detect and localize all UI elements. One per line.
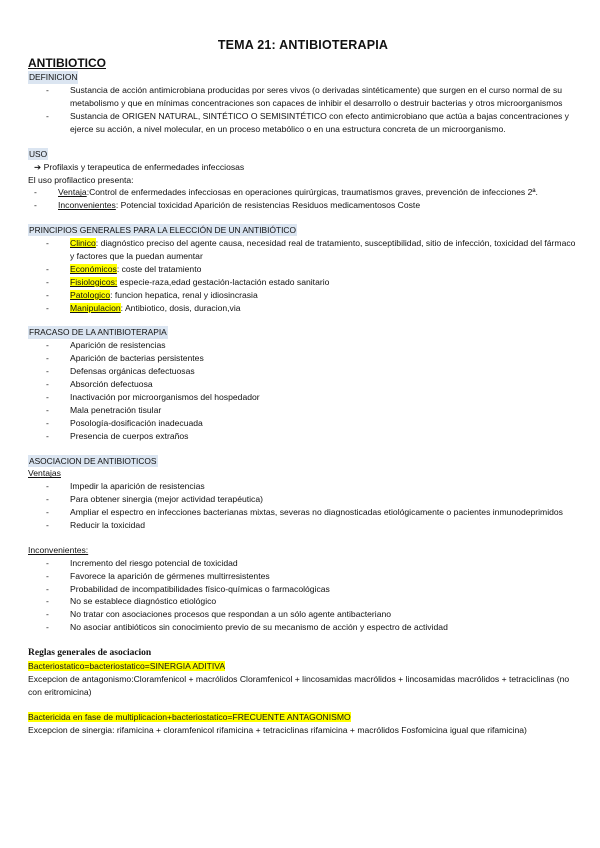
list-item: [28, 199, 578, 212]
section-definicion: DEFINICION: [29, 72, 78, 83]
principios-list: [28, 237, 578, 314]
document-page: [28, 36, 578, 737]
list-item: [40, 302, 578, 315]
list-item: - Posología-dosificación inadecuada: [40, 417, 578, 430]
main-heading: ANTIBIOTICO: [28, 55, 106, 70]
principio-key: Manipulacion: [70, 302, 121, 313]
section-fracaso: FRACASO DE LA ANTIBIOTERAPIA: [29, 327, 167, 338]
list-item: - No asociar antibióticos sin conocimiento previo de su mecanismo de acción y espectro de actividad: [40, 621, 578, 634]
list-item: - Defensas orgánicas defectuosas: [40, 365, 578, 378]
reglas-heading: Reglas generales de asociacion: [28, 648, 152, 659]
rule-2-text: Excepcion de sinergia: rifamicina + cloramfenicol rifamicina + tetraciclinas rifamicina + macrólidos Fosfomicina igual que rifamicina): [28, 724, 527, 735]
uso-key: Ventaja: [58, 187, 87, 198]
section-uso: USO: [29, 148, 48, 159]
principio-text: : funcion hepatica, renal y idiosincrasia: [110, 289, 258, 300]
list-item: - Incremento del riesgo potencial de toxicidad: [40, 557, 578, 570]
list-item: - Aparición de bacterias persistentes: [40, 352, 578, 365]
uso-arrow-line: [28, 161, 578, 174]
principio-key: Fisiologicos:: [70, 276, 118, 287]
list-item: - Impedir la aparición de resistencias: [40, 480, 578, 493]
section-asociacion: ASOCIACION DE ANTIBIOTICOS: [29, 455, 157, 466]
list-item: [40, 289, 578, 302]
list-item: - Sustancia de acción antimicrobiana producidas por seres vivos (o derivadas sintéticamente) que surgen en el curso normal de su metabolismo y que en mínimas concentraciones son capaces de inhibir el desarrollo o destruir bacterias y otros microorganismos: [40, 84, 578, 110]
list-item: - No tratar con asociaciones procesos que respondan a un sólo agente antibacteriano: [40, 608, 578, 621]
fracaso-list: [28, 339, 578, 442]
list-item: [40, 237, 578, 263]
principio-text: especie-raza,edad gestación-lactación estado sanitario: [117, 276, 330, 287]
list-item: - Absorción defectuosa: [40, 378, 578, 391]
principio-text: : Antibiotico, dosis, duracion,via: [120, 302, 241, 313]
uso-list: [28, 186, 578, 212]
uso-text: :Control de enfermedades infecciosas en operaciones quirúrgicas, traumatismos graves, prevención de infecciones 2ª.: [86, 187, 538, 198]
list-item: - Mala penetración tisular: [40, 404, 578, 417]
uso-arrow-text: Profilaxis y terapeutica de enfermedades infecciosas: [43, 161, 245, 172]
section-principios: PRINCIPIOS GENERALES PARA LA ELECCIÓN DE UN ANTIBIÓTICO: [29, 225, 296, 236]
inconvenientes-list: [28, 557, 578, 634]
list-item: [40, 263, 578, 276]
ventajas-list: [28, 480, 578, 532]
rule-2-highlight: Bactericida en fase de multiplicacion+bacteriostatico=FRECUENTE ANTAGONISMO: [28, 712, 351, 722]
list-item: - Favorece la aparición de gérmenes multirresistentes: [40, 570, 578, 583]
list-item: - Reducir la toxicidad: [40, 519, 578, 532]
page-title: TEMA 21: ANTIBIOTERAPIA: [217, 38, 389, 52]
rule-1-highlight: Bacteriostatico=bacteriostatico=SINERGIA ADITIVA: [28, 661, 226, 672]
list-item: - Sustancia de ORIGEN NATURAL, SINTÉTICO O SEMISINTÉTICO con efecto antimicrobiano que actúa a bajas concentraciones y ejerce su acción, a nivel molecular, en un proceso metabólico o en una estructura concreta de un microorganismo.: [40, 110, 578, 136]
list-item: - Ampliar el espectro en infecciones bacterianas mixtas, severas no diagnosticadas etiológicamente o pacientes inmunodeprimidos: [40, 506, 578, 519]
rule-1-text: Excepcion de antagonismo:Cloramfenicol + macrólidos Cloramfenicol + lincosamidas macrólidos + lincosamidas macrólidos + tetraciclinas (no con eritromicina): [28, 674, 570, 698]
principio-text: : coste del tratamiento: [116, 263, 202, 274]
list-item: [28, 186, 578, 199]
inconvenientes-label: Inconvenientes:: [28, 544, 89, 555]
uso-intro: El uso profilactico presenta:: [28, 174, 134, 185]
principio-key: Económicos: [70, 263, 117, 274]
list-item: - Aparición de resistencias: [40, 339, 578, 352]
list-item: - Probabilidad de incompatibilidades físico-químicas o farmacológicas: [40, 583, 578, 596]
uso-key: Inconvenientes: [58, 200, 116, 211]
arrow-icon: ➔: [34, 161, 42, 172]
uso-text: : Potencial toxicidad Aparición de resistencias Residuos medicamentosos Coste: [115, 200, 421, 211]
list-item: - No se establece diagnóstico etiológico: [40, 595, 578, 608]
list-item: [40, 276, 578, 289]
list-item: - Inactivación por microorganismos del hospedador: [40, 391, 578, 404]
ventajas-label: Ventajas: [28, 468, 61, 479]
principio-text: : diagnóstico preciso del agente causa, necesidad real de tratamiento, susceptibilidad, sitio de infección, toxicidad del fármaco y factores que la puedan aumentar: [70, 238, 576, 262]
principio-key: Clinico: [70, 238, 96, 249]
list-item: - Presencia de cuerpos extraños: [40, 430, 578, 443]
principio-key: Patologico: [70, 289, 111, 300]
list-item: - Para obtener sinergia (mejor actividad terapéutica): [40, 493, 578, 506]
definicion-list: [28, 84, 578, 136]
